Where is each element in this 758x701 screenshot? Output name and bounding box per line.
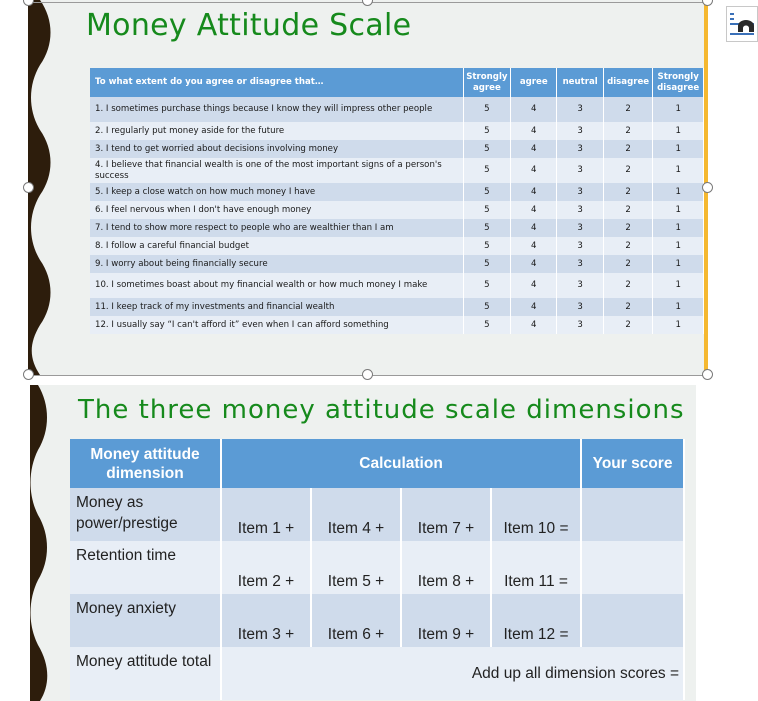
score-cell: 5 [463,140,510,158]
dimensions-table [70,439,685,700]
score-cell: 5 [463,273,510,298]
table-row [90,183,704,201]
header-strongly-agree: Strongly agree [463,68,510,97]
score-cell: 4 [511,255,557,273]
resize-handle-middle-right[interactable] [702,182,713,193]
table-row [70,594,684,647]
calculation-item: Item 3 + [221,594,311,647]
score-cell: 2 [603,316,653,334]
calculation-item: Item 4 + [311,488,401,541]
statement-cell: 7. I tend to show more respect to people who are wealthier than I am [90,219,463,237]
statement-cell: 3. I tend to get worried about decisions involving money [90,140,463,158]
calculation-item: Item 11 = [491,541,581,594]
table-row [90,219,704,237]
dimension-cell: Retention time [70,541,221,594]
score-cell: 1 [653,201,704,219]
score-cell: 5 [463,255,510,273]
header-your-score: Your score [581,439,684,488]
score-cell: 4 [511,158,557,183]
header-dimension: Money attitude dimension [70,439,221,488]
score-cell: 4 [511,122,557,140]
score-cell: 4 [511,201,557,219]
header-calculation: Calculation [221,439,581,488]
score-cell: 4 [511,237,557,255]
calculation-item: Item 5 + [311,541,401,594]
score-cell: 2 [603,219,653,237]
score-cell: 1 [653,158,704,183]
table-row [90,97,704,122]
score-cell: 2 [603,298,653,316]
table-row [70,488,684,541]
slide-title: The three money attitude scale dimensions [78,395,685,425]
score-cell: 2 [603,97,653,122]
header-strongly-disagree: Strongly disagree [653,68,704,97]
calculation-item: Item 6 + [311,594,401,647]
score-cell: 5 [463,316,510,334]
score-cell: 4 [511,183,557,201]
table-row [90,298,704,316]
score-cell: 5 [463,298,510,316]
dimension-cell: Money as power/prestige [70,488,221,541]
score-cell: 2 [603,237,653,255]
score-cell: 5 [463,183,510,201]
calculation-item: Item 2 + [221,541,311,594]
score-cell: 4 [511,219,557,237]
score-cell: 2 [603,273,653,298]
statement-cell: 2. I regularly put money aside for the future [90,122,463,140]
table-header-row [70,439,684,488]
score-cell: 2 [603,201,653,219]
score-cell: 1 [653,183,704,201]
statement-cell: 9. I worry about being financially secure [90,255,463,273]
your-score-cell[interactable] [581,488,684,541]
resize-handle-middle-left[interactable] [23,182,34,193]
statement-cell: 6. I feel nervous when I don't have enough money [90,201,463,219]
resize-handle-bottom-middle[interactable] [362,369,373,380]
score-cell: 1 [653,219,704,237]
calculation-item: Item 7 + [401,488,491,541]
score-cell: 5 [463,97,510,122]
score-cell: 3 [557,237,603,255]
resize-handle-bottom-left[interactable] [23,369,34,380]
score-cell: 1 [653,298,704,316]
slide-money-attitude-scale[interactable] [28,0,708,375]
score-cell: 3 [557,273,603,298]
resize-handle-top-right[interactable] [702,0,713,6]
score-cell: 3 [557,183,603,201]
score-cell: 2 [603,255,653,273]
table-row [90,273,704,298]
table-row [90,237,704,255]
header-question: To what extent do you agree or disagree that… [90,68,463,97]
table-row [90,122,704,140]
your-score-cell[interactable] [581,594,684,647]
score-cell: 4 [511,316,557,334]
slide-money-attitude-dimensions[interactable] [30,385,696,701]
score-cell: 1 [653,140,704,158]
statement-cell: 4. I believe that financial wealth is one of the most important signs of a person's success [90,158,463,183]
dimension-cell: Money anxiety [70,594,221,647]
calculation-item: Item 9 + [401,594,491,647]
total-instruction: Add up all dimension scores = [221,647,684,700]
table-row [70,541,684,594]
score-cell: 5 [463,219,510,237]
score-cell: 3 [557,255,603,273]
score-cell: 4 [511,298,557,316]
score-cell: 3 [557,97,603,122]
score-cell: 5 [463,122,510,140]
layout-options-icon [727,7,757,41]
score-cell: 1 [653,316,704,334]
score-cell: 3 [557,298,603,316]
score-cell: 3 [557,158,603,183]
calculation-item: Item 1 + [221,488,311,541]
score-cell: 5 [463,158,510,183]
score-cell: 1 [653,255,704,273]
score-cell: 1 [653,97,704,122]
score-cell: 3 [557,122,603,140]
statement-cell: 5. I keep a close watch on how much money I have [90,183,463,201]
header-agree: agree [511,68,557,97]
statement-cell: 12. I usually say “I can't afford it” even when I can afford something [90,316,463,334]
score-cell: 1 [653,122,704,140]
score-cell: 4 [511,273,557,298]
statement-cell: 1. I sometimes purchase things because I know they will impress other people [90,97,463,122]
header-neutral: neutral [557,68,603,97]
table-row [90,140,704,158]
table-row [90,201,704,219]
slide-title: Money Attitude Scale [86,8,412,43]
layout-options-button[interactable] [726,6,758,42]
statement-cell: 11. I keep track of my investments and financial wealth [90,298,463,316]
table-header-row [90,68,704,97]
score-cell: 4 [511,97,557,122]
score-cell: 3 [557,201,603,219]
calculation-item: Item 8 + [401,541,491,594]
score-cell: 3 [557,316,603,334]
statement-cell: 8. I follow a careful financial budget [90,237,463,255]
table-row [90,255,704,273]
calculation-item: Item 10 = [491,488,581,541]
total-row [70,647,684,700]
table-row [90,316,704,334]
score-cell: 1 [653,273,704,298]
table-row [90,158,704,183]
your-score-cell[interactable] [581,541,684,594]
score-cell: 3 [557,219,603,237]
score-cell: 2 [603,140,653,158]
score-cell: 5 [463,201,510,219]
header-disagree: disagree [603,68,653,97]
score-cell: 2 [603,183,653,201]
score-cell: 5 [463,237,510,255]
total-label: Money attitude total [70,647,221,700]
resize-handle-bottom-right[interactable] [702,369,713,380]
score-cell: 2 [603,122,653,140]
slide-decoration-wave [30,385,52,701]
score-cell: 3 [557,140,603,158]
score-cell: 2 [603,158,653,183]
money-attitude-table [90,68,704,334]
statement-cell: 10. I sometimes boast about my financial wealth or how much money I make [90,273,463,298]
calculation-item: Item 12 = [491,594,581,647]
score-cell: 1 [653,237,704,255]
score-cell: 4 [511,140,557,158]
